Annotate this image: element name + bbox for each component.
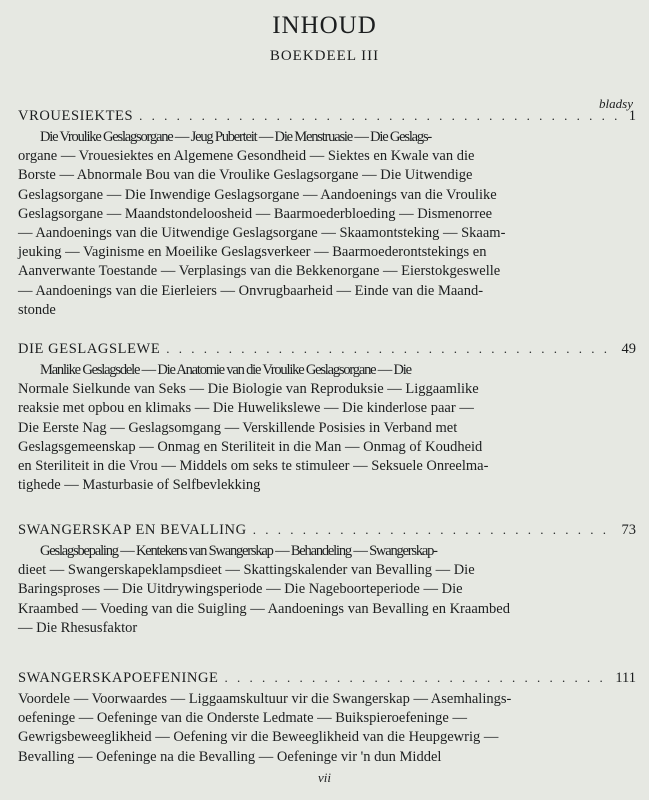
toc-section-swangerskapoefeninge — [18, 670, 636, 767]
page-folio: vii — [318, 770, 331, 785]
section-page-number: 111 — [615, 670, 636, 686]
section-line: en Steriliteit in die Vrou — Middels om seks te stimuleer — Seksuele Onreelma- — [18, 457, 489, 474]
section-line: Manlike Geslagsdele — Die Anatomie van die Vroulike Geslagsorgane — Die — [40, 362, 411, 378]
section-line: — Aandoenings van die Eierleiers — Onvrugbaarheid — Einde van die Maand- — [18, 282, 484, 299]
section-line: Borste — Abnormale Bou van die Vroulike Geslagsorgane — Die Uitwendige — [18, 167, 473, 184]
section-line: Geslagsgemeenskap — Onmag en Steriliteit in die Man — Onmag of Koudheid — [18, 438, 483, 455]
dot-leader — [225, 670, 608, 686]
section-page-number: 1 — [628, 108, 636, 124]
section-title: SWANGERSKAPOEFENINGE — [18, 670, 219, 686]
section-page-number: 49 — [621, 341, 636, 357]
section-page-number: 73 — [621, 522, 636, 538]
section-line: Normale Sielkunde van Seks — Die Biologie van Reproduksie — Liggaamlike — [18, 381, 479, 398]
section-heading — [18, 108, 636, 128]
section-line: Kraambed — Voeding van die Suigling — Aandoenings van Bevalling en Kraambed — [18, 600, 510, 617]
section-line: Baringsproses — Die Uitdrywingsperiode — Die Nageboorteperiode — Die — [18, 581, 463, 598]
section-line: tighede — Masturbasie of Selfbevlekking — [18, 477, 261, 494]
section-line: Bevalling — Oefeninge na die Bevalling — Oefeninge vir 'n dun Middel — [18, 748, 442, 765]
toc-section-swangerskap-en-bevalling — [18, 522, 636, 638]
dot-leader — [139, 108, 621, 124]
dot-leader — [166, 341, 613, 357]
toc-section-die-geslagslewe — [18, 341, 636, 495]
section-heading — [18, 522, 636, 542]
dot-leader — [253, 522, 614, 538]
toc-section-vrouesiektes — [18, 108, 636, 320]
section-line: Die Eerste Nag — Geslagsomgang — Verskillende Posisies in Verband met — [18, 419, 458, 436]
section-line: stonde — [18, 301, 56, 318]
volume-subtitle: BOEKDEEL III — [269, 48, 380, 64]
page-title: INHOUD — [272, 12, 377, 39]
section-heading — [18, 341, 636, 361]
section-line: organe — Vrouesiektes en Algemene Gesondheid — Siektes en Kwale van die — [18, 148, 475, 165]
section-heading — [18, 670, 636, 690]
section-line: Die Vroulike Geslagsorgane — Jeug Puberteit — Die Menstruasie — Die Geslags- — [40, 129, 432, 145]
section-line: jeuking — Vaginisme en Moeilike Geslagsverkeer — Baarmoederontstekings en — [18, 244, 487, 261]
section-line: Geslagsorgane — Die Inwendige Geslagsorgane — Aandoenings van die Vroulike — [18, 186, 497, 203]
section-line: — Aandoenings van die Uitwendige Geslagsorgane — Skaamontsteking — Skaam- — [18, 224, 506, 241]
section-title: DIE GESLAGSLEWE — [18, 341, 161, 357]
section-line: Voordele — Voorwaardes — Liggaamskultuur vir die Swangerskap — Asemhalings- — [18, 691, 512, 707]
section-title: VROUESIEKTES — [18, 108, 134, 124]
section-line: dieet — Swangerskapeklampsdieet — Skattingskalender van Bevalling — Die — [18, 562, 475, 579]
section-line: Gewrigsbeweeglikheid — Oefening vir die Beweeglikheid van die Heupgewrig — — [18, 729, 499, 746]
section-title: SWANGERSKAP EN BEVALLING — [18, 522, 247, 538]
page-column-label: bladsy — [599, 96, 633, 111]
section-line: Geslagsorgane — Maandstondeloosheid — Baarmoederbloeding — Dismenorree — [18, 205, 493, 222]
section-line: Aanverwante Toestande — Verplasings van die Bekkenorgane — Eierstokgeswelle — [18, 263, 501, 280]
section-line: — Die Rhesusfaktor — [18, 619, 138, 636]
section-line: oefeninge — Oefeninge van die Onderste Ledmate — Buikspieroefeninge — — [18, 710, 467, 727]
section-line: reaksie met opbou en klimaks — Die Huwelikslewe — Die kinderlose paar — — [18, 400, 474, 417]
section-line: Geslagsbepaling — Kentekens van Swangerskap — Behandeling — Swangerskap- — [40, 543, 437, 559]
